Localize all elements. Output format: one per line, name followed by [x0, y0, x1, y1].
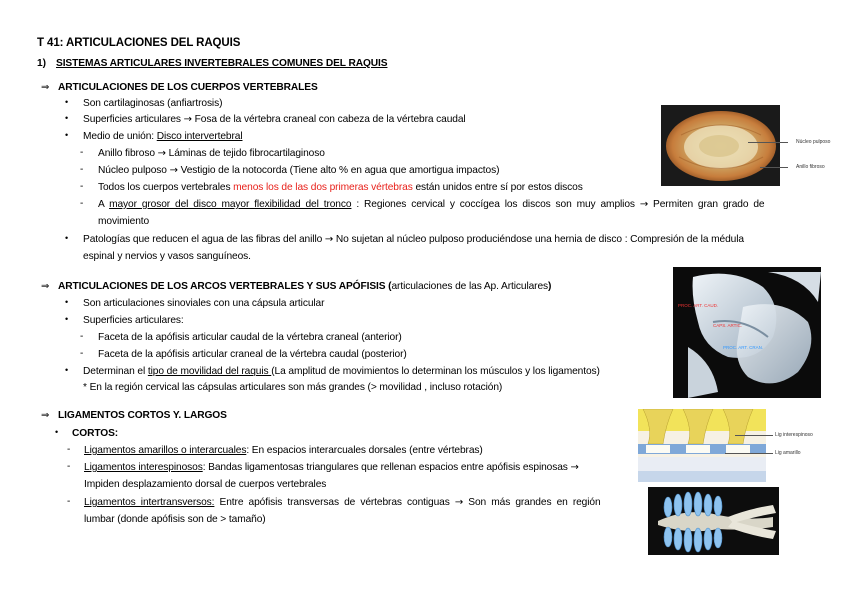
list-item-continuation: movimiento — [98, 216, 150, 227]
implies-arrow-icon: ⇒ — [41, 82, 50, 93]
list-item: Todos los cuerpos vertebrales menos los de las dos primeras vértebras están unidos entre sí por estos discos — [98, 182, 583, 193]
dash-icon: - — [67, 461, 71, 472]
intervertebral-disc-image — [661, 105, 780, 186]
ligament-label: Lig amarillo — [775, 450, 801, 456]
bullet-icon: • — [65, 297, 69, 307]
spine-dorsal-image — [648, 487, 779, 555]
pointer-line — [735, 435, 773, 436]
note-text: * En la región cervical las cápsulas articulares son más grandes (> movilidad , incluso rotación) — [83, 382, 503, 393]
vertebral-arch-image — [673, 267, 821, 398]
svg-text:PROC. ART. CRAN.: PROC. ART. CRAN. — [723, 345, 764, 350]
list-item-continuation: lumbar (donde apófisis son de > tamaño) — [84, 514, 266, 525]
dash-icon: - — [80, 147, 84, 158]
heading-cuerpos — [41, 81, 318, 94]
right-arrow-icon: → — [157, 148, 166, 159]
right-arrow-icon: → — [454, 497, 464, 508]
dash-icon: - — [80, 331, 84, 342]
pointer-line — [760, 167, 788, 168]
ligament-illustration — [638, 409, 766, 482]
list-item: Anillo fibroso → Láminas de tejido fibrocartilaginoso — [98, 148, 325, 159]
list-item: Ligamentos amarillos o interarcuales: En espacios interarcuales dorsales (entre vértebras) — [84, 445, 483, 456]
right-arrow-icon: → — [169, 165, 178, 176]
list-item-continuation: Impiden desplazamiento dorsal de cuerpos vertebrales — [84, 479, 327, 490]
list-item: Faceta de la apófisis articular caudal de la vértebra craneal (anterior) — [98, 332, 402, 343]
right-arrow-icon: → — [570, 462, 579, 473]
bullet-icon: • — [65, 130, 69, 140]
bullet-icon: • — [65, 113, 69, 123]
dash-icon: - — [80, 348, 84, 359]
bullet-icon: • — [65, 233, 69, 243]
list-item: Determinan el tipo de movilidad del raquis (La amplitud de movimientos lo determinan los músculos y los ligamentos) — [83, 366, 600, 377]
right-arrow-icon: → — [324, 234, 334, 245]
svg-text:PROC. ART. CAUD.: PROC. ART. CAUD. — [678, 303, 719, 308]
bullet-icon: • — [65, 97, 69, 107]
list-item: Superficies articulares → Fosa de la vértebra craneal con cabeza de la vértebra caudal — [83, 114, 466, 125]
ligament-label: Lig interespinoso — [775, 432, 813, 438]
list-item: Son articulaciones sinoviales con una cápsula articular — [83, 298, 325, 309]
dash-icon: - — [80, 198, 84, 209]
page-title: T 41: ARTICULACIONES DEL RAQUIS — [37, 37, 241, 49]
list-item: A mayor grosor del disco mayor flexibilidad del tronco : Regiones cervical y coccígea los discos son muy amplios → Permiten gran grado de — [98, 199, 765, 210]
pointer-line — [748, 142, 788, 143]
pointer-line — [725, 453, 773, 454]
list-item: Son cartilaginosas (anfiartrosis) — [83, 98, 223, 109]
dash-icon: - — [67, 444, 71, 455]
list-item: Ligamentos interespinosos: Bandas ligamentosas triangulares que rellenan espacios entre apófisis espinosas → — [84, 462, 579, 473]
section-number: 1) — [37, 58, 46, 69]
implies-arrow-icon: ⇒ — [41, 410, 50, 421]
disc-label: Anillo fibroso — [796, 164, 825, 170]
list-item: Núcleo pulposo → Vestigio de la notocorda (Tiene alto % en agua que amortigua impactos) — [98, 165, 500, 176]
disc-label: Núcleo pulposo — [796, 139, 831, 145]
heading-cuerpos-text: ARTICULACIONES DE LOS CUERPOS VERTEBRALES — [58, 82, 318, 93]
dash-icon: - — [67, 496, 71, 507]
subheading-cortos: CORTOS: — [72, 428, 119, 439]
heading-ligamentos: ⇒ LIGAMENTOS CORTOS Y. LARGOS — [41, 410, 227, 421]
right-arrow-icon: → — [639, 199, 649, 210]
bullet-icon: • — [65, 365, 69, 375]
heading-arcos: ⇒ ARTICULACIONES DE LOS ARCOS VERTEBRALES Y SUS APÓFISIS (articulaciones de las Ap. Articulares) — [41, 281, 552, 292]
svg-text:CAPS. ARTIC.: CAPS. ARTIC. — [713, 323, 743, 328]
list-item-continuation: espinal y nervios y vasos sanguíneos. — [83, 251, 251, 262]
highlight-text: menos los de las dos primeras vértebras — [233, 182, 413, 193]
list-item: Faceta de la apófisis articular craneal de la vértebra caudal (posterior) — [98, 349, 407, 360]
list-item: Ligamentos intertransversos: Entre apófisis transversas de vértebras contiguas → Son más grandes en región — [84, 497, 601, 508]
list-item: Medio de unión: Disco intervertebral — [83, 131, 243, 142]
bullet-icon: • — [55, 427, 59, 437]
list-item: Superficies articulares: — [83, 315, 184, 326]
right-arrow-icon: → — [183, 114, 192, 125]
implies-arrow-icon: ⇒ — [41, 281, 50, 292]
list-item: Patologías que reducen el agua de las fibras del anillo → No sujetan al núcleo pulposo produciéndose una hernia de disco : Compresión de la médula — [83, 234, 744, 245]
dash-icon: - — [80, 164, 84, 175]
section-heading: SISTEMAS ARTICULARES INVERTEBRALES COMUNES DEL RAQUIS — [56, 58, 388, 69]
dash-icon: - — [80, 181, 84, 192]
bullet-icon: • — [65, 314, 69, 324]
